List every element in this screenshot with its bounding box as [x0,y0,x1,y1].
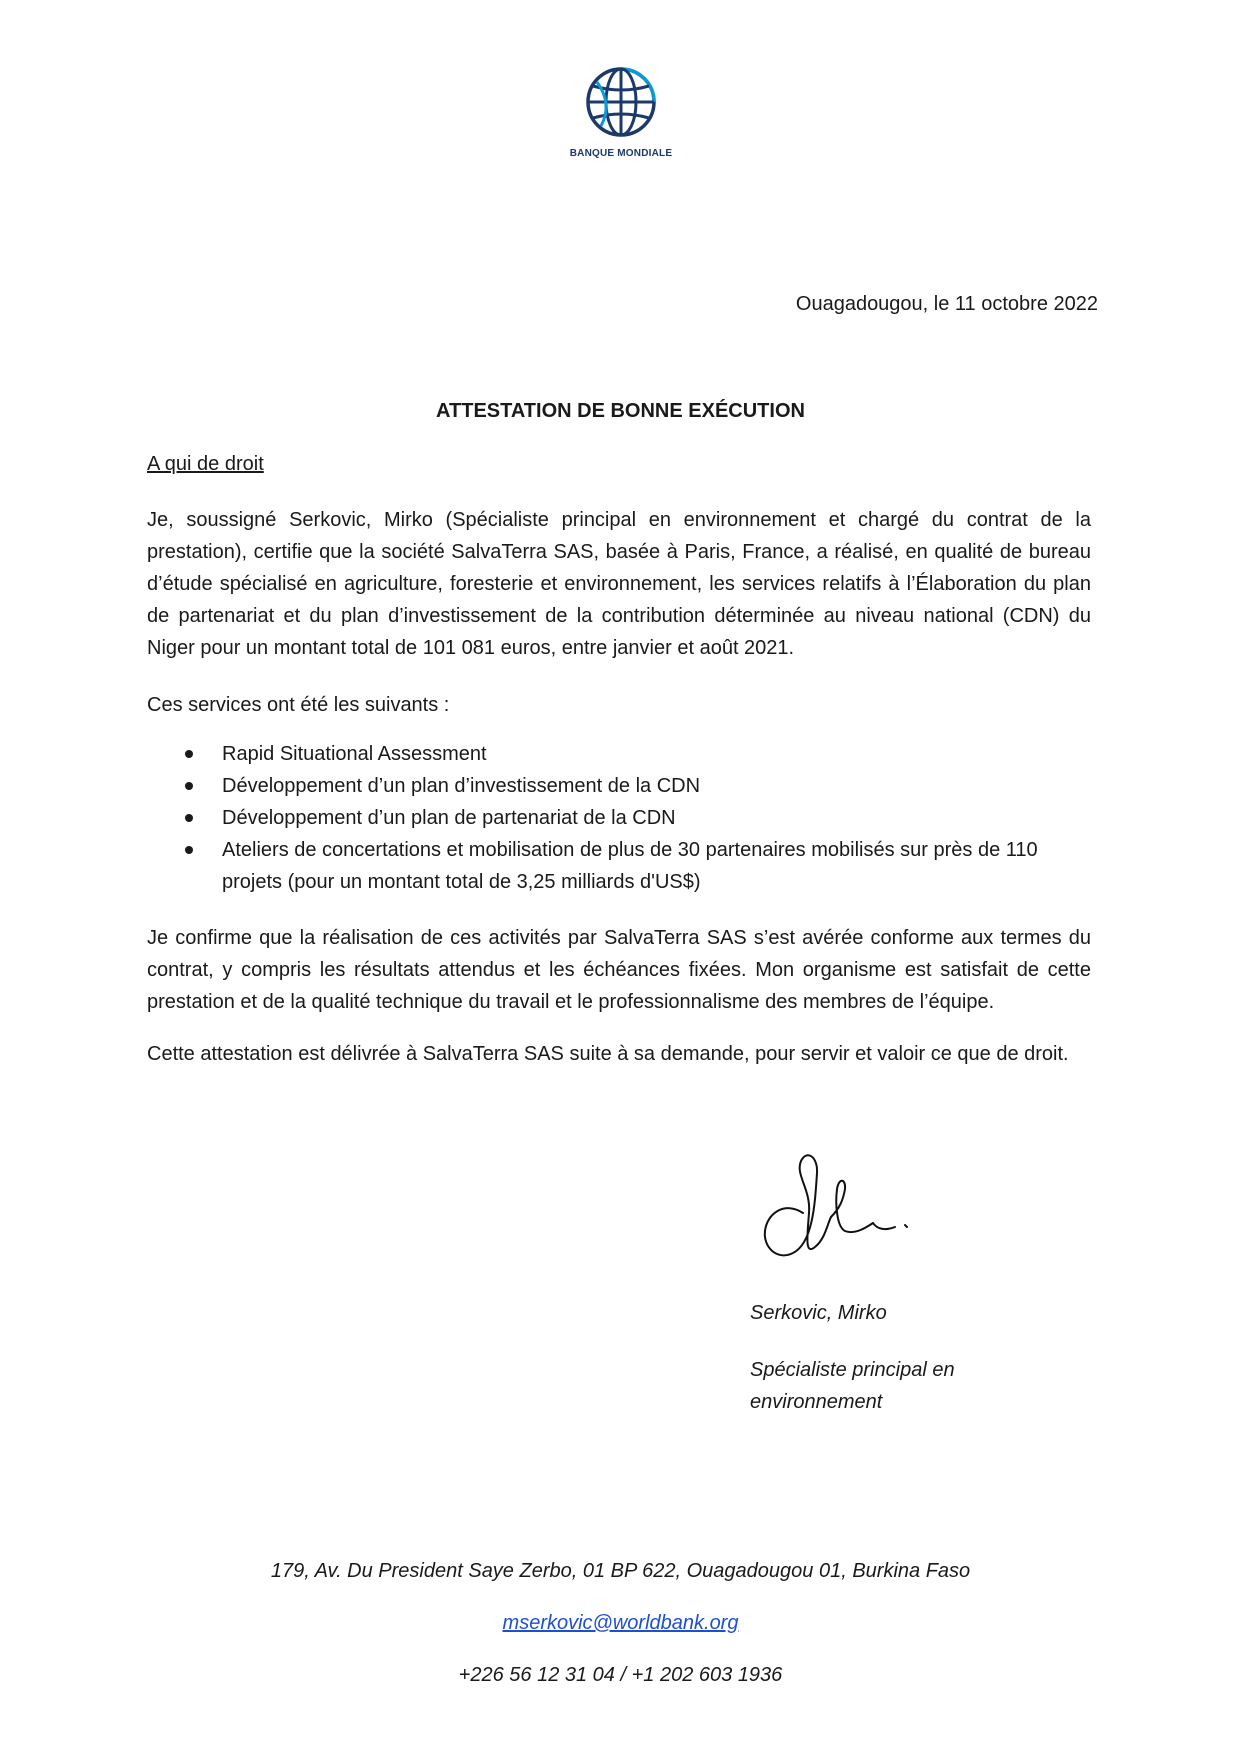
list-item [147,834,1091,898]
list-item [147,802,1091,834]
paragraph-confirmation: Je confirme que la réalisation de ces activités par SalvaTerra SAS s’est avérée conforme aux termes du contrat, y compris les résultats attendus et les échéances fixées. Mon organisme est satisfait de cette prestation et de la qualité technique du travail et le professionnalisme des membres de l’équipe. [147,927,1091,1013]
list-item-text: Développement d’un plan de partenariat de la CDN [222,807,676,829]
globe-icon [583,64,659,140]
signer-title: Spécialiste principal en environnement [750,1359,955,1413]
email-link[interactable]: mserkovic@worldbank.org [502,1612,739,1634]
paragraph-services-intro: Ces services ont été les suivants : [147,694,450,716]
list-item [147,738,1091,770]
world-bank-logo [548,64,694,159]
paragraph-certification: Je, soussigné Serkovic, Mirko (Spécialiste principal en environnement et chargé du contrat de la prestation), certifie que la société SalvaTerra SAS, basée à Paris, France, a réalisé, en qualité de bureau d’étude spécialisé en agriculture, foresterie et environnement, les services relatifs à l’Élaboration du plan de partenariat et du plan d’investissement de la contribution déterminée au niveau national (CDN) du Niger pour un montant total de 101 081 euros, entre janvier et août 2021. [147,509,1091,659]
document-title: ATTESTATION DE BONNE EXÉCUTION [436,400,805,422]
list-item [147,770,1091,802]
signer-name: Serkovic, Mirko [750,1302,887,1324]
paragraph-closing: Cette attestation est délivrée à SalvaTerra SAS suite à sa demande, pour servir et valoir ce que de droit. [147,1043,1069,1065]
salutation: A qui de droit [147,453,264,475]
bullet-icon [185,814,193,822]
list-item-text: Développement d’un plan d’investissement de la CDN [222,775,701,797]
footer-phone: +226 56 12 31 04 / +1 202 603 1936 [458,1664,783,1686]
bullet-icon [185,846,193,854]
footer-address: 179, Av. Du President Saye Zerbo, 01 BP 622, Ouagadougou 01, Burkina Faso [270,1560,971,1582]
services-list [147,738,1091,898]
list-item-text: Rapid Situational Assessment [222,743,487,765]
bullet-icon [185,782,193,790]
letter-date: Ouagadougou, le 11 octobre 2022 [795,293,1098,315]
logo-wordmark: BANQUE MONDIALE [569,148,673,159]
footer-email [0,1612,1241,1635]
handwritten-signature [755,1143,925,1273]
list-item-text: Ateliers de concertations et mobilisation de plus de 30 partenaires mobilisés sur près de 110 projets (pour un montant total de 3,25 milliards d'US$) [222,839,1038,893]
bullet-icon [185,750,193,758]
